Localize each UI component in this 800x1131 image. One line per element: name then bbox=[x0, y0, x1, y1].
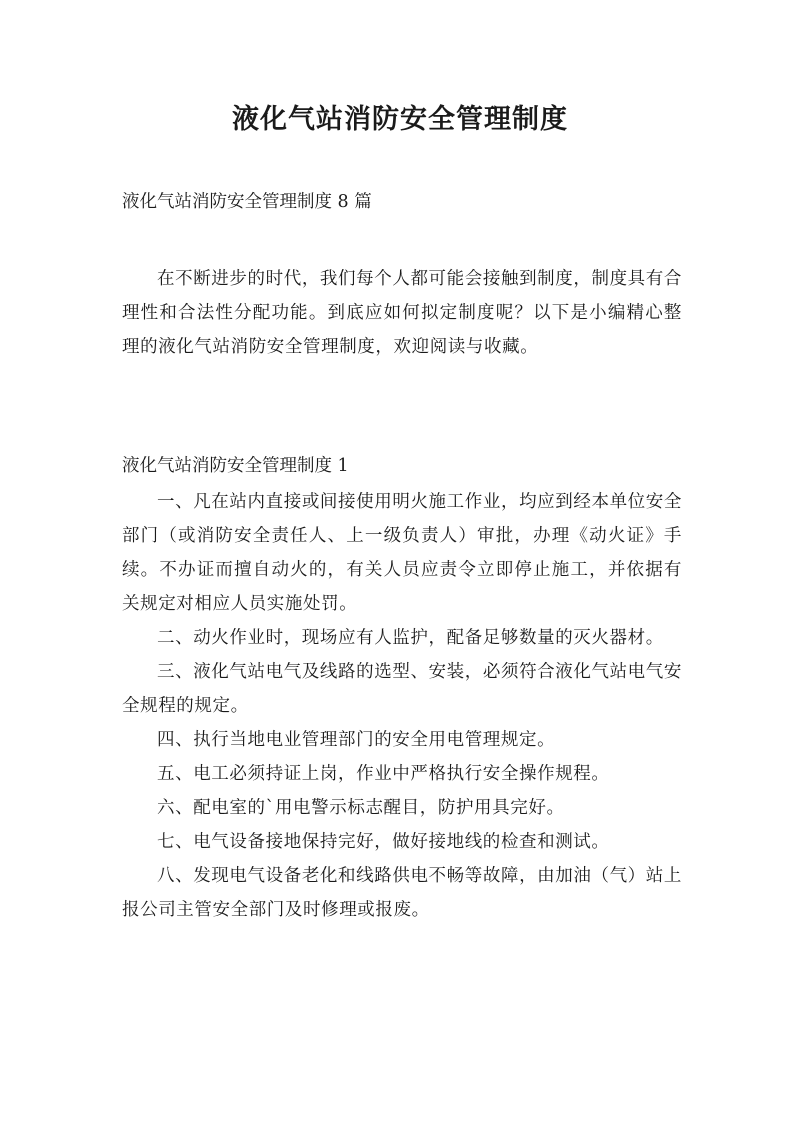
document-subtitle: 液化气站消防安全管理制度 8 篇 bbox=[122, 192, 372, 212]
rule-item-8: 八、发现电气设备老化和线路供电不畅等故障，由加油（气）站上报公司主管安全部门及时修理或报废。 bbox=[122, 866, 682, 920]
rule-item-1: 一、凡在站内直接或间接使用明火施工作业，均应到经本单位安全部门（或消防安全责任人、上一级负责人）审批，办理《动火证》手续。不办证而擅自动火的，有关人员应责令立即停止施工，并依据有关规定对相应人员实施处罚。 bbox=[122, 492, 682, 614]
rule-item-5: 五、电工必须持证上岗，作业中严格执行安全操作规程。 bbox=[157, 764, 610, 784]
document-title: 液化气站消防安全管理制度 bbox=[232, 104, 568, 135]
rule-list bbox=[122, 485, 682, 927]
rule-item-3: 三、液化气站电气及线路的选型、安装，必须符合液化气站电气安全规程的规定。 bbox=[122, 662, 682, 716]
rule-item-2: 二、动火作业时，现场应有人监护，配备足够数量的灭火器材。 bbox=[157, 628, 664, 648]
rule-item-4: 四、执行当地电业管理部门的安全用电管理规定。 bbox=[157, 730, 556, 750]
intro-paragraph: 在不断进步的时代，我们每个人都可能会接触到制度，制度具有合理性和合法性分配功能。到底应如何拟定制度呢？以下是小编精心整理的液化气站消防安全管理制度，欢迎阅读与收藏。 bbox=[122, 269, 682, 357]
rule-item-6: 六、配电室的`用电警示标志醒目，防护用具完好。 bbox=[157, 798, 565, 818]
section-heading: 液化气站消防安全管理制度 1 bbox=[122, 456, 349, 476]
rule-item-7: 七、电气设备接地保持完好，做好接地线的检查和测试。 bbox=[157, 832, 610, 852]
